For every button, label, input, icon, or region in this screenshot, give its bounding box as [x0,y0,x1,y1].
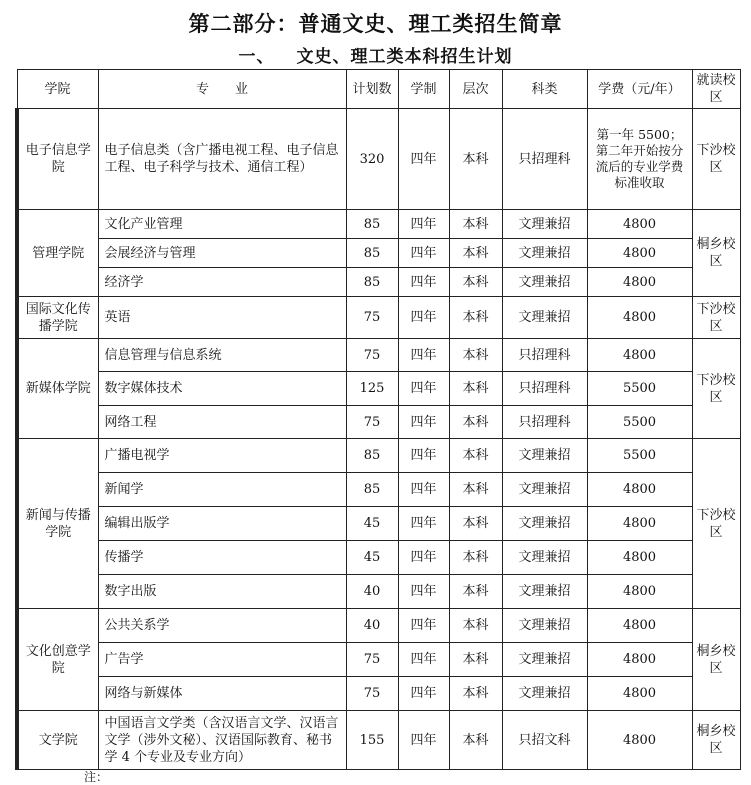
plan-cell: 45 [346,507,398,541]
level-cell: 本科 [449,473,502,507]
years-cell: 四年 [398,372,449,406]
type-cell: 文理兼招 [502,210,587,239]
plan-cell: 45 [346,541,398,575]
years-cell: 四年 [398,268,449,297]
college-cell: 文学院 [17,711,98,770]
table-row [17,406,740,439]
table-row [17,372,740,406]
type-cell: 文理兼招 [502,575,587,609]
plan-cell: 85 [346,439,398,473]
plan-cell: 155 [346,711,398,770]
fee-cell: 5500 [587,439,692,473]
type-cell: 文理兼招 [502,541,587,575]
level-cell: 本科 [449,297,502,339]
type-cell: 文理兼招 [502,439,587,473]
plan-cell: 85 [346,239,398,268]
table-row [17,109,740,210]
level-cell: 本科 [449,711,502,770]
plan-cell: 125 [346,372,398,406]
header-campus: 就读校区 [692,70,740,109]
table-row [17,711,740,770]
plan-cell: 85 [346,268,398,297]
type-cell: 文理兼招 [502,643,587,677]
college-cell: 管理学院 [17,210,98,297]
table-row [17,473,740,507]
plan-cell: 75 [346,339,398,372]
type-cell: 文理兼招 [502,239,587,268]
header-years: 学制 [398,70,449,109]
major-cell: 中国语言文学类（含汉语言文学、汉语言文学（涉外文秘）、汉语国际教育、秘书学 4 个专业及专业方向） [98,711,346,770]
table-row [17,268,740,297]
plan-cell: 75 [346,297,398,339]
section-title: 文史、理工类本科招生计划 [296,47,513,67]
plan-cell: 40 [346,575,398,609]
fee-cell: 4800 [587,677,692,711]
level-cell: 本科 [449,609,502,643]
campus-cell: 下沙校区 [692,439,740,609]
major-cell: 电子信息类（含广播电视工程、电子信息工程、电子科学与技术、通信工程） [98,109,346,210]
level-cell: 本科 [449,575,502,609]
level-cell: 本科 [449,210,502,239]
major-cell: 数字媒体技术 [98,372,346,406]
level-cell: 本科 [449,541,502,575]
major-cell: 公共关系学 [98,609,346,643]
campus-cell: 下沙校区 [692,339,740,439]
major-cell: 数字出版 [98,575,346,609]
college-cell: 新闻与传播学院 [17,439,98,609]
major-cell: 信息管理与信息系统 [98,339,346,372]
header-level: 层次 [449,70,502,109]
level-cell: 本科 [449,406,502,439]
fee-cell: 4800 [587,609,692,643]
years-cell: 四年 [398,507,449,541]
level-cell: 本科 [449,439,502,473]
header-college: 学院 [17,70,98,109]
college-cell: 国际文化传播学院 [17,297,98,339]
fee-cell: 4800 [587,643,692,677]
fee-cell: 4800 [587,268,692,297]
years-cell: 四年 [398,643,449,677]
level-cell: 本科 [449,677,502,711]
major-cell: 英语 [98,297,346,339]
college-cell: 文化创意学院 [17,609,98,711]
level-cell: 本科 [449,643,502,677]
header-major: 专 业 [98,70,346,109]
table-row [17,677,740,711]
table-row [17,541,740,575]
fee-cell: 4800 [587,541,692,575]
type-cell: 文理兼招 [502,507,587,541]
plan-cell: 75 [346,406,398,439]
type-cell: 只招理科 [502,372,587,406]
table-row [17,643,740,677]
major-cell: 会展经济与管理 [98,239,346,268]
years-cell: 四年 [398,609,449,643]
major-cell: 网络工程 [98,406,346,439]
table-row [17,210,740,239]
major-cell: 经济学 [98,268,346,297]
page-title: 第二部分：普通文史、理工类招生简章 [188,12,563,36]
years-cell: 四年 [398,575,449,609]
table-row [17,239,740,268]
level-cell: 本科 [449,239,502,268]
fee-cell: 5500 [587,406,692,439]
fee-cell: 4800 [587,711,692,770]
table-row [17,507,740,541]
years-cell: 四年 [398,711,449,770]
type-cell: 只招理科 [502,406,587,439]
plan-cell: 75 [346,677,398,711]
table-header-row [17,70,740,109]
fee-cell: 4800 [587,239,692,268]
fee-cell: 4800 [587,339,692,372]
section-subtitle [0,42,751,67]
table-row [17,439,740,473]
years-cell: 四年 [398,473,449,507]
level-cell: 本科 [449,339,502,372]
campus-cell: 下沙校区 [692,297,740,339]
fee-cell: 第一年 5500；第二年开始按分流后的专业学费标准收取 [587,109,692,210]
header-type: 科类 [502,70,587,109]
major-cell: 网络与新媒体 [98,677,346,711]
type-cell: 只招理科 [502,109,587,210]
footnote: 注： [84,770,109,784]
plan-cell: 75 [346,643,398,677]
header-fee: 学费（元/年） [587,70,692,109]
type-cell: 文理兼招 [502,268,587,297]
major-cell: 新闻学 [98,473,346,507]
table-row [17,609,740,643]
major-cell: 广播电视学 [98,439,346,473]
plan-cell: 320 [346,109,398,210]
level-cell: 本科 [449,268,502,297]
type-cell: 文理兼招 [502,677,587,711]
fee-cell: 4800 [587,210,692,239]
fee-cell: 4800 [587,473,692,507]
table-row [17,575,740,609]
type-cell: 只招文科 [502,711,587,770]
years-cell: 四年 [398,439,449,473]
college-cell: 新媒体学院 [17,339,98,439]
type-cell: 文理兼招 [502,609,587,643]
years-cell: 四年 [398,239,449,268]
major-cell: 编辑出版学 [98,507,346,541]
fee-cell: 4800 [587,297,692,339]
major-cell: 广告学 [98,643,346,677]
fee-cell: 4800 [587,507,692,541]
enrollment-plan-table [15,69,741,770]
years-cell: 四年 [398,297,449,339]
type-cell: 只招理科 [502,339,587,372]
type-cell: 文理兼招 [502,297,587,339]
level-cell: 本科 [449,372,502,406]
campus-cell: 下沙校区 [692,109,740,210]
section-number: 一、 [238,47,275,67]
plan-cell: 85 [346,210,398,239]
years-cell: 四年 [398,406,449,439]
fee-cell: 5500 [587,372,692,406]
fee-cell: 4800 [587,575,692,609]
campus-cell: 桐乡校区 [692,711,740,770]
type-cell: 文理兼招 [502,473,587,507]
years-cell: 四年 [398,210,449,239]
level-cell: 本科 [449,109,502,210]
level-cell: 本科 [449,507,502,541]
plan-cell: 40 [346,609,398,643]
plan-cell: 85 [346,473,398,507]
years-cell: 四年 [398,677,449,711]
college-cell: 电子信息学院 [17,109,98,210]
campus-cell: 桐乡校区 [692,210,740,297]
years-cell: 四年 [398,541,449,575]
major-cell: 文化产业管理 [98,210,346,239]
campus-cell: 桐乡校区 [692,609,740,711]
header-plan: 计划数 [346,70,398,109]
years-cell: 四年 [398,109,449,210]
major-cell: 传播学 [98,541,346,575]
table-row [17,297,740,339]
years-cell: 四年 [398,339,449,372]
table-row [17,339,740,372]
